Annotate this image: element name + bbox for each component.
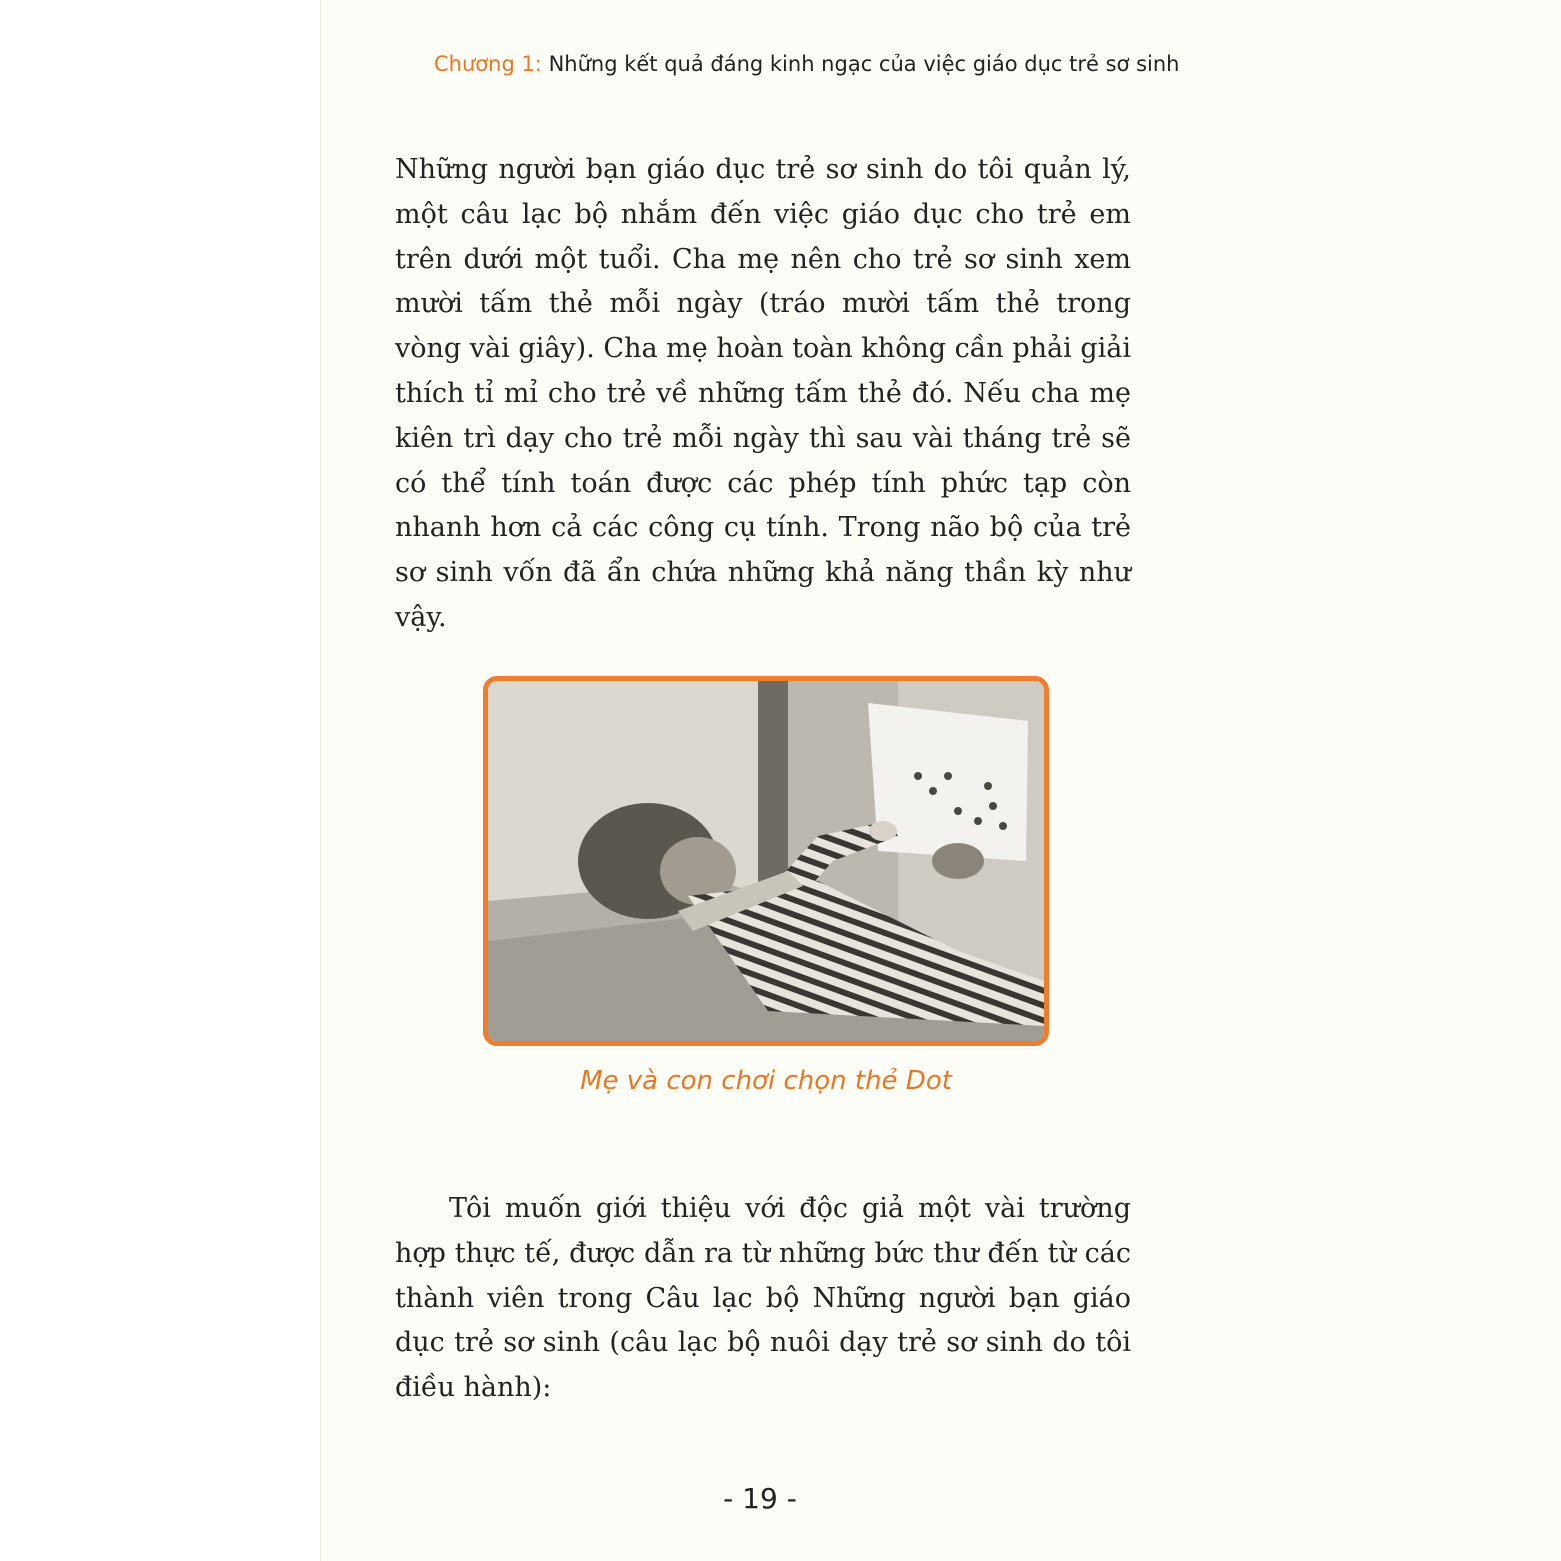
baby-photo-image xyxy=(488,681,1044,1041)
page-number: - 19 - xyxy=(723,1482,797,1515)
body-paragraph-2: Tôi muốn giới thiệu với độc giả một vài trường hợp thực tế, được dẫn ra từ những bức thư đến từ các thành viên trong Câu lạc bộ Những người bạn giáo dục trẻ sơ sinh (câu lạc bộ nuôi dạy trẻ sơ sinh do tôi điều hành): xyxy=(395,1193,1131,1404)
chapter-title: Những kết quả đáng kinh ngạc của việc giáo dục trẻ sơ sinh xyxy=(541,52,1180,76)
chapter-label: Chương 1: xyxy=(434,52,542,76)
photo-figure xyxy=(483,676,1049,1046)
body-paragraph-1: Những người bạn giáo dục trẻ sơ sinh do tôi quản lý, một câu lạc bộ nhắm đến việc giáo dục cho trẻ em trên dưới một tuổi. Cha mẹ nên cho trẻ sơ sinh xem mười tấm thẻ mỗi ngày (tráo mười tấm thẻ trong vòng vài giây). Cha mẹ hoàn toàn không cần phải giải thích tỉ mỉ cho trẻ về những tấm thẻ đó. Nếu cha mẹ kiên trì dạy cho trẻ mỗi ngày thì sau vài tháng trẻ sẽ có thể tính toán được các phép tính phức tạp còn nhanh hơn cả các công cụ tính. Trong não bộ của trẻ sơ sinh vốn đã ẩn chứa những khả năng thần kỳ như vậy. xyxy=(395,154,1131,633)
page-margin xyxy=(0,0,320,1561)
running-head xyxy=(434,52,1234,76)
figure-caption: Mẹ và con chơi chọn thẻ Dot xyxy=(580,1066,952,1096)
